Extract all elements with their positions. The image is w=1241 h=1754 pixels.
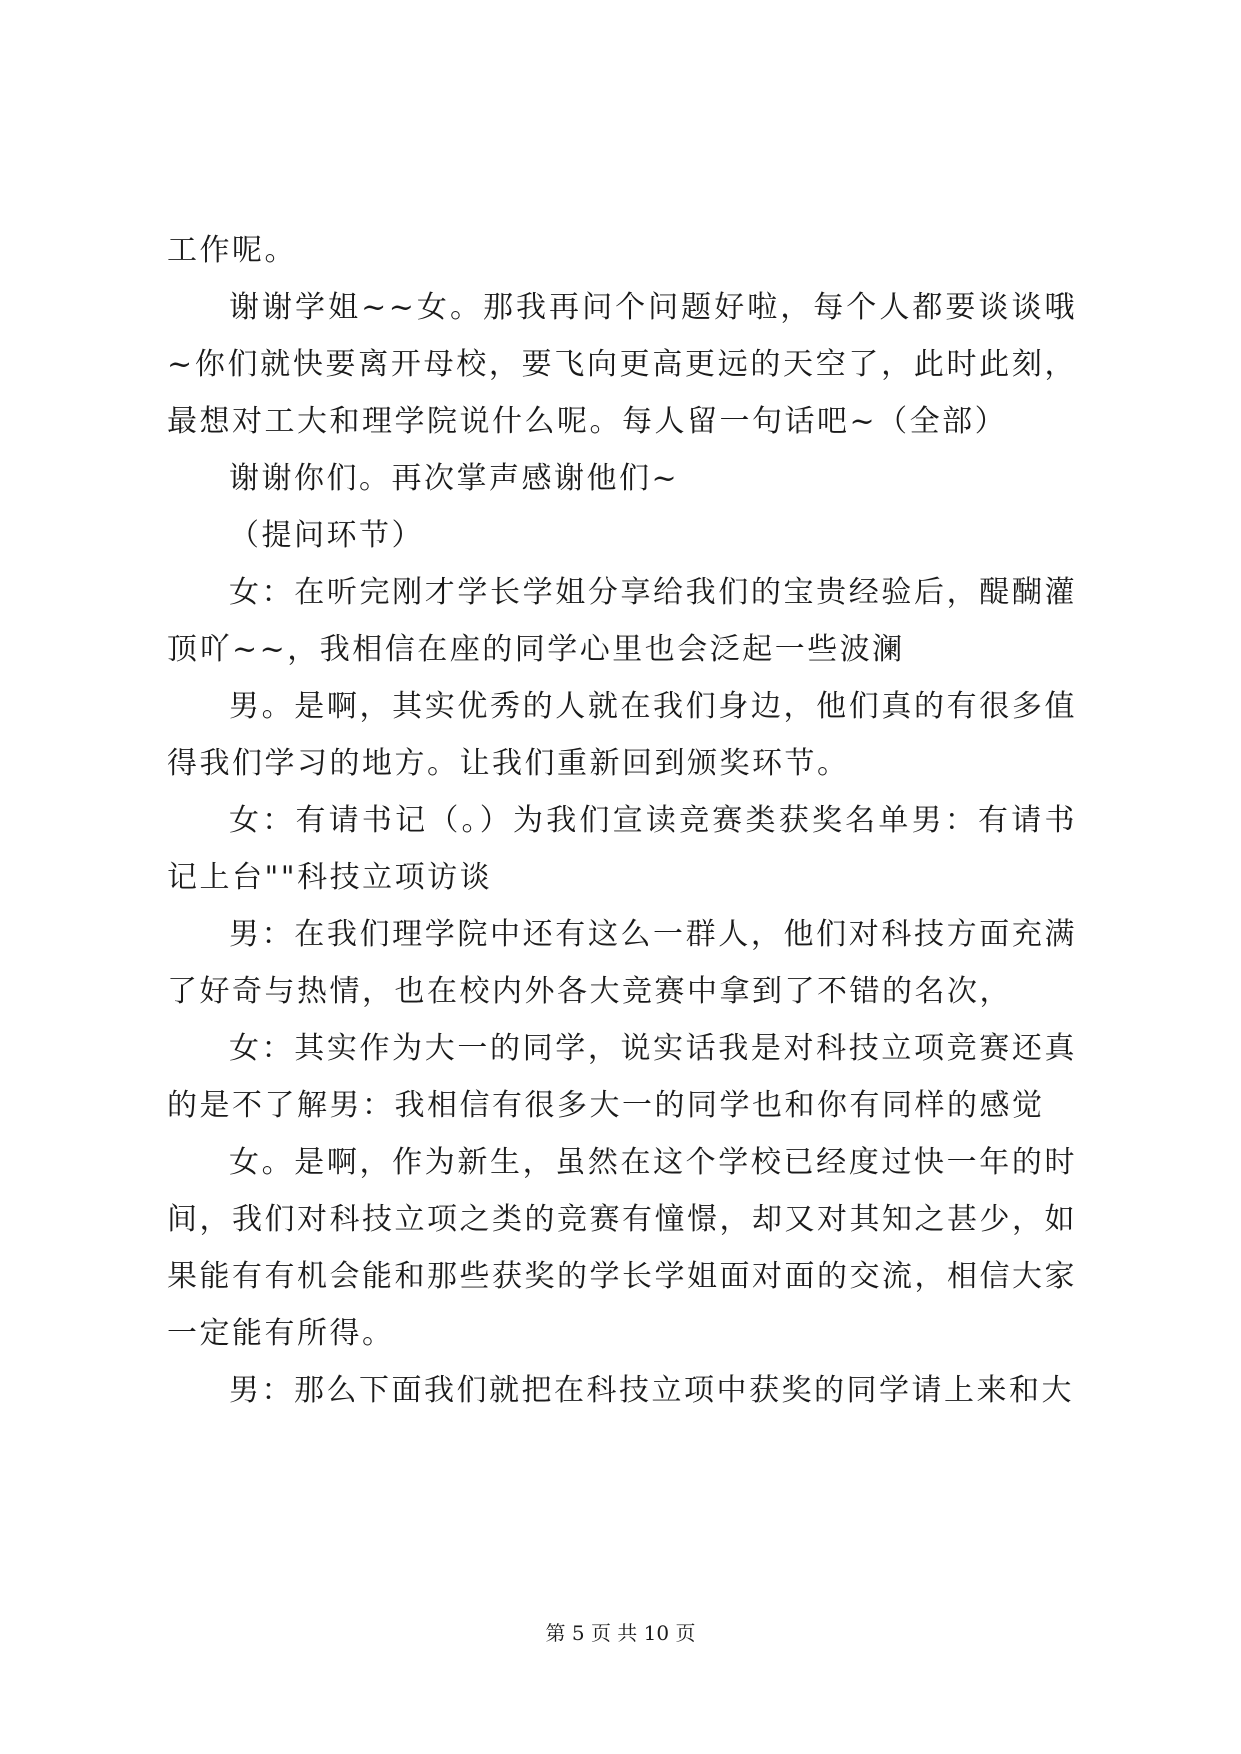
paragraph: 女：有请书记（。）为我们宣读竞赛类获奖名单男：有请书记上台""科技立项访谈 [167, 803, 1077, 895]
paragraph: （提问环节） [229, 518, 424, 553]
document-body [167, 222, 1077, 1419]
paragraph: 女：其实作为大一的同学，说实话我是对科技立项竞赛还真的是不了解男：我相信有很多大一的同学也和你有同样的感觉 [167, 1031, 1077, 1123]
paragraph: 女。是啊，作为新生，虽然在这个学校已经度过快一年的时间，我们对科技立项之类的竞赛有憧憬，却又对其知之甚少，如果能有有机会能和那些获奖的学长学姐面对面的交流，相信大家一定能有所得。 [167, 1145, 1077, 1351]
paragraph: 谢谢学姐~~女。那我再问个问题好啦，每个人都要谈谈哦~你们就快要离开母校，要飞向更高更远的天空了，此时此刻，最想对工大和理学院说什么呢。每人留一句话吧~（全部） [167, 290, 1077, 439]
page-number-footer: 第 5 页 共 10 页 [545, 1621, 696, 1645]
paragraph: 谢谢你们。再次掌声感谢他们~ [229, 461, 680, 496]
paragraph: 男：那么下面我们就把在科技立项中获奖的同学请上来和大 [229, 1373, 1074, 1408]
paragraph: 女：在听完刚才学长学姐分享给我们的宝贵经验后，醍醐灌顶吖~~，我相信在座的同学心里也会泛起一些波澜 [167, 575, 1077, 667]
paragraph: 男：在我们理学院中还有这么一群人，他们对科技方面充满了好奇与热情，也在校内外各大竞赛中拿到了不错的名次， [167, 917, 1077, 1009]
paragraph: 工作呢。 [167, 233, 297, 268]
paragraph: 男。是啊，其实优秀的人就在我们身边，他们真的有很多值得我们学习的地方。让我们重新回到颁奖环节。 [167, 689, 1077, 781]
